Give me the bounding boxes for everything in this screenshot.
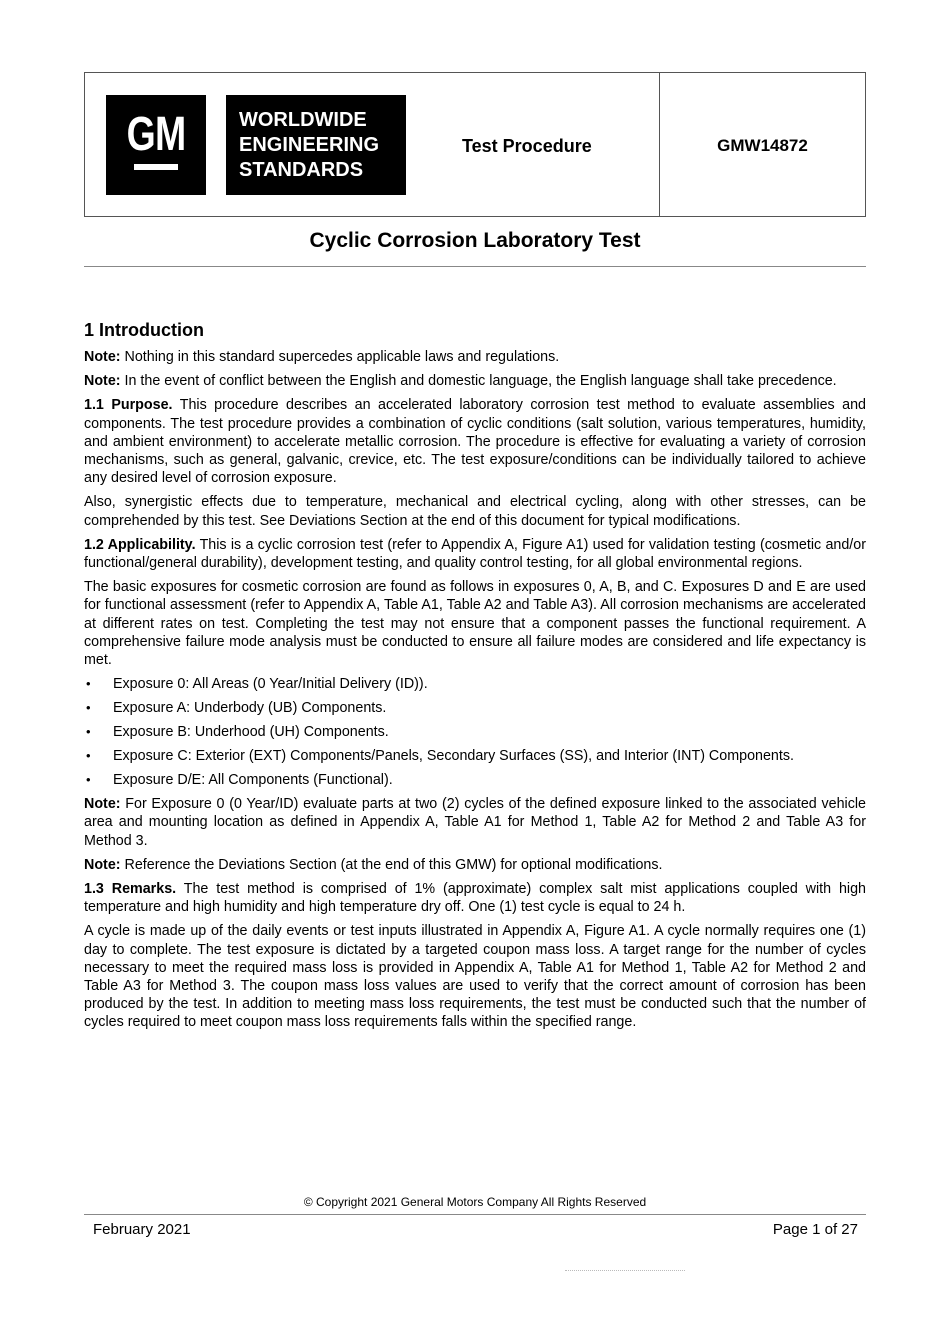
cycle-paragraph: A cycle is made up of the daily events or test inputs illustrated in Appendix A, Figure A1. A cycle normally requires one (1) day to complete. The test exposure is dictated by a targeted coupon mass loss. A target range for the number of cycles necessary to meet the required mass loss is provided in Appendix A, Table A1 for Method 1, Table A2 for Method 2 and Table A3 for Method 3. The coupon mass loss values are used to verify that the correct amount of corrosion has been produced by the test. In addition to meeting mass loss requirements, the test must be conducted such that the number of cycles required to meet coupon mass loss requirements falls within the specified range. [84, 923, 866, 1031]
remarks-label: 1.3 Remarks. [84, 881, 177, 898]
title-rule [84, 266, 866, 267]
org-name-line-1: WORLDWIDE [239, 109, 367, 131]
document-type: Test Procedure [462, 136, 592, 156]
list-item-text: Exposure D/E: All Components (Functional). [113, 772, 393, 789]
note-label: Note: [84, 373, 121, 390]
note-paragraph [84, 795, 866, 850]
list-item [84, 675, 866, 693]
note-label: Note: [84, 796, 121, 813]
gm-logo [106, 95, 206, 195]
note-paragraph [84, 856, 866, 874]
org-name-line-3: STANDARDS [239, 159, 364, 181]
applicability-text: This is a cyclic corrosion test (refer to Appendix A, Figure A1) used for validation testing (cosmetic and/or functional/general durability), development testing, and quality control testing, for all global environmental regions. [84, 536, 866, 572]
bullet-icon: • [86, 748, 91, 764]
note-text: Reference the Deviations Section (at the end of this GMW) for optional modifications. [120, 856, 663, 873]
bullet-icon: • [86, 724, 91, 740]
document-body [84, 318, 866, 1038]
bullet-icon: • [86, 676, 91, 692]
list-item-text: Exposure B: Underhood (UH) Components. [113, 724, 389, 741]
gm-logo-text: GM [126, 108, 186, 161]
remarks-paragraph [84, 880, 866, 916]
list-item-text: Exposure A: Underbody (UB) Components. [113, 700, 387, 717]
bullet-icon: • [86, 700, 91, 716]
gm-logo-underline [134, 164, 178, 170]
org-name-block [226, 95, 406, 195]
applicability-label: 1.2 Applicability. [84, 536, 196, 553]
page-number: Page 1 of 27 [772, 1221, 858, 1238]
bullet-icon: • [86, 772, 91, 788]
list-item [84, 771, 866, 789]
purpose-label: 1.1 Purpose. [84, 397, 173, 414]
exposure-list [84, 675, 866, 789]
exposures-paragraph: The basic exposures for cosmetic corrosion are found as follows in exposures 0, A, B, and C. Exposures D and E are used for functional assessment (refer to Appendix A, Table A1, Table A2 and Table A3). All corrosion mechanisms are accelerated at different rates on test. Completing the test may not ensure that a component passes the functional requirement. A comprehensive failure mode analysis must be conducted to ensure all failure modes are considered and life expectancy is met. [84, 579, 866, 669]
remarks-text: The test method is comprised of 1% (approximate) complex salt mist applications coupled with high temperature and high humidity and high temperature dry off. One (1) test cycle is equal to 24 h. [84, 881, 866, 916]
note-text: For Exposure 0 (0 Year/ID) evaluate parts at two (2) cycles of the defined exposure linked to the associated vehicle area and mounting location as defined in Appendix A, Table A1 for Method 1, Table A2 for Method 2 and Table A3 for Method 3. [84, 796, 866, 849]
list-item [84, 723, 866, 741]
list-item [84, 699, 866, 717]
document-number: GMW14872 [717, 136, 808, 155]
note-text: Nothing in this standard supercedes applicable laws and regulations. [120, 349, 560, 365]
header-box [84, 72, 866, 217]
note-label: Note: [84, 349, 121, 365]
note-paragraph [84, 348, 866, 366]
note-text: In the event of conflict between the English and domestic language, the English language shall take precedence. [120, 373, 837, 390]
synergy-paragraph: Also, synergistic effects due to temperature, mechanical and electrical cycling, along with other stresses, can be comprehended by this test. See Deviations Section at the end of this document for typical modifications. [84, 494, 866, 529]
list-item-text: Exposure 0: All Areas (0 Year/Initial Delivery (ID)). [113, 676, 428, 693]
footer-faint-mark [565, 1270, 685, 1273]
list-item [84, 747, 866, 765]
copyright-notice: © Copyright 2021 General Motors Company All Rights Reserved [303, 1195, 647, 1209]
purpose-paragraph [84, 396, 866, 487]
page-title: Cyclic Corrosion Laboratory Test [309, 229, 641, 252]
note-label: Note: [84, 856, 121, 873]
footer-rule [84, 1214, 866, 1215]
footer-date: February 2021 [93, 1221, 191, 1238]
note-paragraph [84, 372, 866, 390]
applicability-paragraph [84, 536, 866, 572]
purpose-text: This procedure describes an accelerated laboratory corrosion test method to evaluate assemblies and components. The test procedure provides a combination of cyclic conditions (salt solution, various temperatures, humidity, and ambient environment) to accelerate metallic corrosion. The procedure is effective for evaluating a variety of corrosion mechanisms, such as general, galvanic, crevice, etc. The test exposure/conditions can be individually tailored to achieve any desired level of corrosion exposure. [84, 397, 867, 487]
list-item-text: Exposure C: Exterior (EXT) Components/Panels, Secondary Surfaces (SS), and Interior (INT) Components. [113, 748, 794, 765]
org-name-line-2: ENGINEERING [239, 134, 380, 156]
section-heading: 1 Introduction [84, 320, 204, 340]
